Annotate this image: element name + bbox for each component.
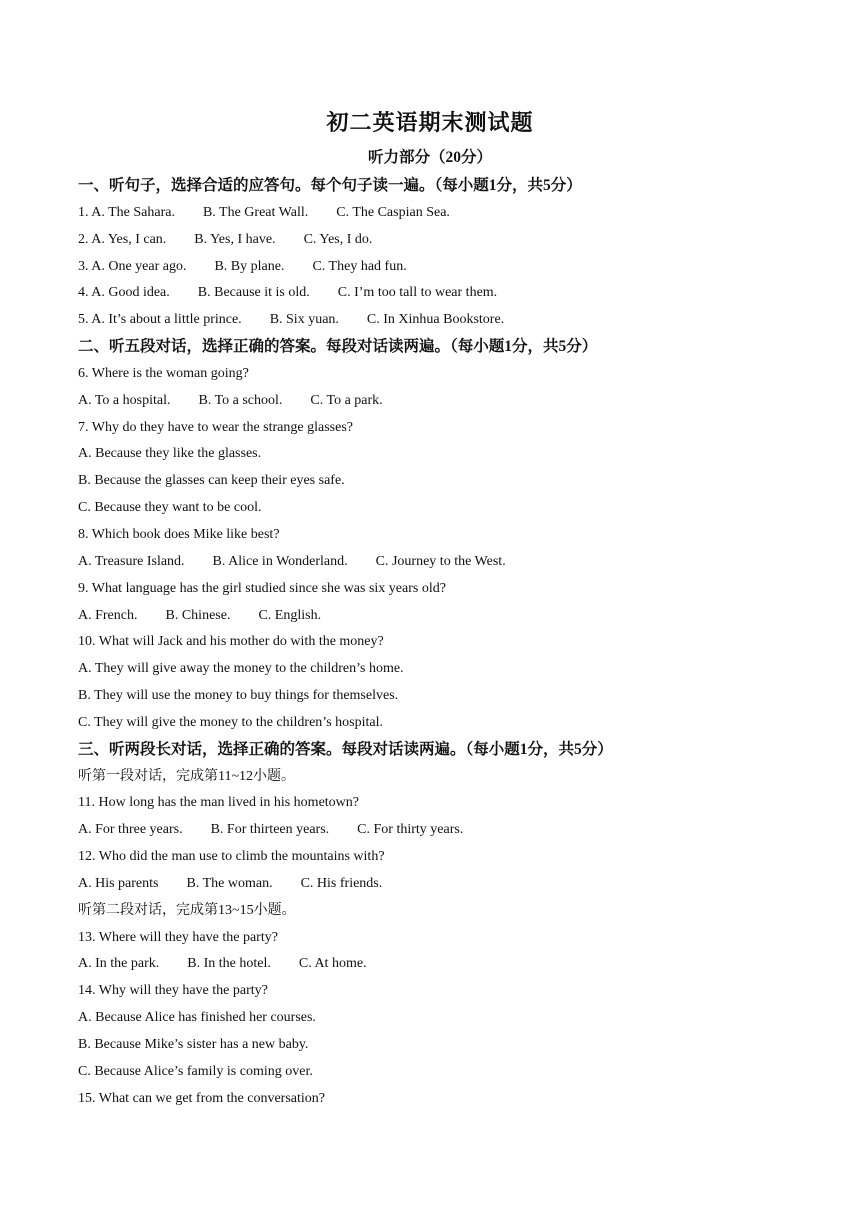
question-9-options [78, 603, 798, 630]
question-6-option-a: A. To a hospital. [78, 392, 171, 408]
question-11-option-b: B. For thirteen years. [210, 822, 330, 838]
question-8-text: 8. Which book does Mike like best? [78, 526, 280, 542]
question-4-option-c: C. I’m too tall to wear them. [337, 285, 498, 301]
question-5-options [78, 307, 798, 334]
question-12-option-b: B. The woman. [186, 875, 273, 891]
dialogue-1-intro: 听第一段对话，完成第11~12小题。 [78, 768, 296, 784]
question-12-options [78, 871, 798, 898]
question-3-option-b: B. By plane. [214, 258, 285, 274]
question-2-options [78, 227, 798, 254]
question-15-text: 15. What can we get from the conversation? [78, 1090, 325, 1106]
document-title: 初二英语期末测试题 [326, 110, 534, 135]
question-1-options [78, 200, 798, 227]
question-12-text: 12. Who did the man use to climb the mountains with? [78, 849, 385, 865]
question-1-option-c: C. The Caspian Sea. [336, 204, 450, 220]
question-4-options [78, 280, 798, 307]
question-12-option-c: C. His friends. [300, 875, 383, 891]
question-9-option-c: C. English. [258, 607, 322, 623]
question-6-option-c: C. To a park. [310, 392, 383, 408]
question-6-options [78, 388, 798, 415]
question-11-options [78, 817, 798, 844]
question-13-option-c: C. At home. [298, 956, 367, 972]
question-14-option-c: C. Because Alice’s family is coming over. [78, 1063, 313, 1079]
question-10-text: 10. What will Jack and his mother do with the money? [78, 634, 384, 650]
question-8-options [78, 549, 798, 576]
question-9-option-b: B. Chinese. [165, 607, 231, 623]
question-7-option-a: A. Because they like the glasses. [78, 446, 262, 462]
dialogue-2-intro: 听第二段对话，完成第13~15小题。 [78, 902, 296, 918]
question-11-text: 11. How long has the man lived in his hometown? [78, 795, 359, 811]
question-13-option-a: A. In the park. [78, 956, 160, 972]
question-7-text: 7. Why do they have to wear the strange glasses? [78, 419, 353, 435]
question-7-option-b: B. Because the glasses can keep their eyes safe. [78, 473, 345, 489]
question-4-option-b: B. Because it is old. [197, 285, 310, 301]
question-9-text: 9. What language has the girl studied since she was six years old? [78, 580, 446, 596]
question-13-options [78, 951, 798, 978]
question-11-option-a: A. For three years. [78, 822, 183, 838]
question-3-option-a: 3. A. One year ago. [78, 258, 187, 274]
question-12-option-a: A. His parents [78, 875, 159, 891]
question-4-option-a: 4. A. Good idea. [78, 285, 170, 301]
question-1-option-a: 1. A. The Sahara. [78, 204, 175, 220]
listening-part-subtitle: 听力部分（20分） [367, 149, 492, 166]
section-3-heading: 三、听两段长对话，选择正确的答案。每段对话读两遍。（每小题1分，共5分） [78, 740, 613, 758]
question-3-option-c: C. They had fun. [312, 258, 407, 274]
question-10-option-b: B. They will use the money to buy things for themselves. [78, 688, 399, 704]
section-2-heading: 二、听五段对话，选择正确的答案。每段对话读两遍。（每小题1分，共5分） [78, 338, 598, 356]
question-2-option-a: 2. A. Yes, I can. [78, 231, 167, 247]
question-13-text: 13. Where will they have the party? [78, 929, 278, 945]
question-1-option-b: B. The Great Wall. [202, 204, 309, 220]
question-6-option-b: B. To a school. [198, 392, 283, 408]
question-7-option-c: C. Because they want to be cool. [78, 500, 262, 516]
question-10-option-c: C. They will give the money to the children’s hospital. [78, 714, 383, 730]
question-8-option-c: C. Journey to the West. [375, 553, 506, 569]
question-8-option-a: A. Treasure Island. [78, 553, 185, 569]
question-3-options [78, 254, 798, 281]
question-13-option-b: B. In the hotel. [187, 956, 271, 972]
section-1-heading: 一、听句子，选择合适的应答句。每个句子读一遍。（每小题1分，共5分） [78, 177, 582, 194]
exam-content [78, 173, 798, 1113]
question-5-option-b: B. Six yuan. [269, 312, 339, 328]
question-14-option-b: B. Because Mike’s sister has a new baby. [78, 1037, 309, 1052]
question-14-text: 14. Why will they have the party? [78, 983, 268, 999]
question-5-option-c: C. In Xinhua Bookstore. [366, 312, 505, 328]
question-6-text: 6. Where is the woman going? [78, 365, 249, 381]
question-8-option-b: B. Alice in Wonderland. [212, 553, 348, 569]
question-11-option-c: C. For thirty years. [357, 822, 464, 838]
question-2-option-b: B. Yes, I have. [194, 231, 276, 247]
question-14-option-a: A. Because Alice has finished her courses. [78, 1010, 316, 1026]
question-9-option-a: A. French. [78, 607, 138, 623]
question-10-option-a: A. They will give away the money to the children’s home. [78, 661, 404, 677]
question-5-option-a: 5. A. It’s about a little prince. [78, 312, 242, 328]
question-2-option-c: C. Yes, I do. [303, 231, 373, 247]
